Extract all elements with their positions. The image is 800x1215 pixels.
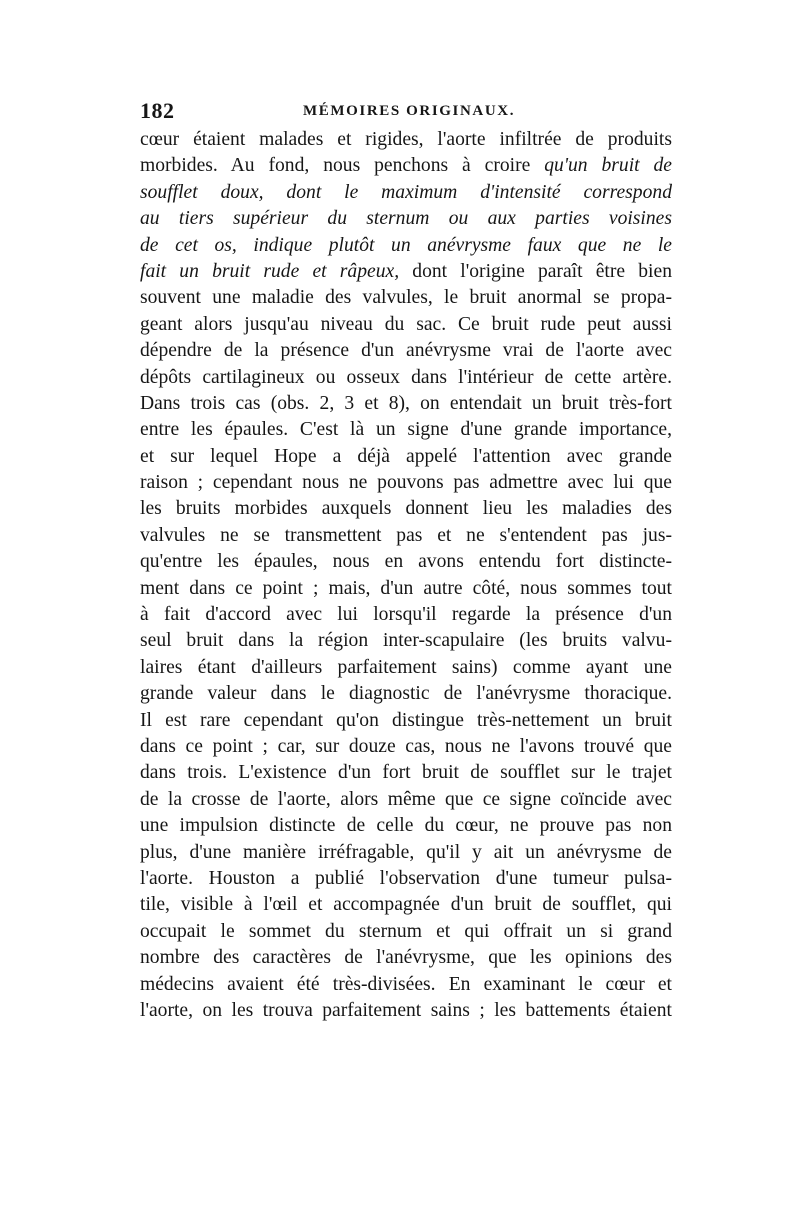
text-line bbox=[140, 602, 672, 628]
text-run: à fait d'accord avec lui lorsqu'il regarde la présence d'un bbox=[140, 604, 672, 626]
running-head: MÉMOIRES ORIGINAUX. bbox=[303, 103, 516, 119]
text-line bbox=[140, 338, 672, 364]
text-line bbox=[140, 549, 672, 575]
text-run: plus, d'une manière irréfragable, qu'il y ait un anévrysme de bbox=[140, 841, 672, 863]
text-line bbox=[140, 417, 672, 443]
text-line bbox=[140, 127, 672, 153]
text-line bbox=[140, 681, 672, 707]
text-line bbox=[140, 206, 672, 232]
text-line bbox=[140, 496, 672, 522]
body-text bbox=[140, 127, 672, 1024]
text-line bbox=[140, 655, 672, 681]
italic-text-run: fait un bruit rude et râpeux, bbox=[140, 260, 400, 282]
text-line bbox=[140, 919, 672, 945]
text-line bbox=[140, 365, 672, 391]
text-line bbox=[140, 998, 672, 1024]
page-header bbox=[140, 98, 670, 128]
italic-text-run: au tiers supérieur du sternum ou aux parties voisines bbox=[140, 208, 672, 230]
italic-text-run: soufflet doux, dont le maximum d'intensité correspond bbox=[140, 181, 672, 203]
text-line bbox=[140, 945, 672, 971]
text-run: tile, visible à l'œil et accompagnée d'un bruit de soufflet, qui bbox=[140, 894, 672, 916]
text-line bbox=[140, 391, 672, 417]
text-run: l'aorte. Houston a publié l'observation d'une tumeur pulsa- bbox=[140, 867, 672, 889]
text-line bbox=[140, 523, 672, 549]
text-run: Dans trois cas (obs. 2, 3 et 8), on entendait un bruit très-fort bbox=[140, 392, 672, 414]
text-run: raison ; cependant nous ne pouvons pas admettre avec lui que bbox=[140, 472, 672, 494]
text-run: qu'entre les épaules, nous en avons entendu fort distincte- bbox=[140, 551, 672, 573]
text-run: laires étant d'ailleurs parfaitement sains) comme ayant une bbox=[140, 656, 672, 678]
text-run: seul bruit dans la région inter-scapulaire (les bruits valvu- bbox=[140, 630, 672, 652]
text-run: nombre des caractères de l'anévrysme, que les opinions des bbox=[140, 947, 672, 969]
page-number: 182 bbox=[140, 98, 175, 123]
text-run: médecins avaient été très-divisées. En examinant le cœur et bbox=[140, 973, 672, 995]
text-run: ment dans ce point ; mais, d'un autre côté, nous sommes tout bbox=[140, 577, 672, 599]
text-run: dont l'origine paraît être bien bbox=[399, 260, 672, 282]
text-run: les bruits morbides auxquels donnent lieu les maladies des bbox=[140, 498, 672, 520]
text-run: dans ce point ; car, sur douze cas, nous ne l'avons trouvé que bbox=[140, 735, 672, 757]
text-line bbox=[140, 734, 672, 760]
text-line bbox=[140, 787, 672, 813]
text-run: une impulsion distincte de celle du cœur, ne prouve pas non bbox=[140, 815, 672, 837]
text-run: occupait le sommet du sternum et qui offrait un si grand bbox=[140, 920, 672, 942]
text-line bbox=[140, 866, 672, 892]
text-run: grande valeur dans le diagnostic de l'anévrysme thoracique. bbox=[140, 683, 672, 705]
text-line bbox=[140, 628, 672, 654]
text-line bbox=[140, 233, 672, 259]
text-run: dépendre de la présence d'un anévrysme vrai de l'aorte avec bbox=[140, 340, 672, 362]
text-line bbox=[140, 813, 672, 839]
text-run: dans trois. L'existence d'un fort bruit de soufflet sur le trajet bbox=[140, 762, 672, 784]
text-line bbox=[140, 153, 672, 179]
text-run: entre les épaules. C'est là un signe d'une grande importance, bbox=[140, 419, 672, 441]
text-run: cœur étaient malades et rigides, l'aorte infiltrée de produits bbox=[140, 129, 672, 150]
text-line bbox=[140, 972, 672, 998]
text-line bbox=[140, 892, 672, 918]
italic-text-run: de cet os, indique plutôt un anévrysme faux que ne le bbox=[140, 234, 672, 256]
text-run: l'aorte, on les trouva parfaitement sains ; les battements étaient bbox=[140, 999, 672, 1021]
text-line bbox=[140, 259, 672, 285]
text-run: geant alors jusqu'au niveau du sac. Ce bruit rude peut aussi bbox=[140, 313, 672, 335]
text-line bbox=[140, 760, 672, 786]
text-run: de la crosse de l'aorte, alors même que ce signe coïncide avec bbox=[140, 788, 672, 810]
text-run: et sur lequel Hope a déjà appelé l'attention avec grande bbox=[140, 445, 672, 467]
text-line bbox=[140, 708, 672, 734]
italic-text-run: qu'un bruit de bbox=[544, 155, 672, 177]
text-line bbox=[140, 576, 672, 602]
text-line bbox=[140, 180, 672, 206]
text-line bbox=[140, 285, 672, 311]
text-line bbox=[140, 444, 672, 470]
text-line bbox=[140, 840, 672, 866]
text-line bbox=[140, 470, 672, 496]
text-run: morbides. Au fond, nous penchons à croire bbox=[140, 155, 545, 177]
text-run: dépôts cartilagineux ou osseux dans l'intérieur de cette artère. bbox=[140, 366, 672, 388]
text-run: souvent une maladie des valvules, le bruit anormal se propa- bbox=[140, 287, 672, 309]
text-line bbox=[140, 312, 672, 338]
text-run: Il est rare cependant qu'on distingue très-nettement un bruit bbox=[140, 709, 672, 731]
text-run: valvules ne se transmettent pas et ne s'entendent pas jus- bbox=[140, 524, 672, 546]
